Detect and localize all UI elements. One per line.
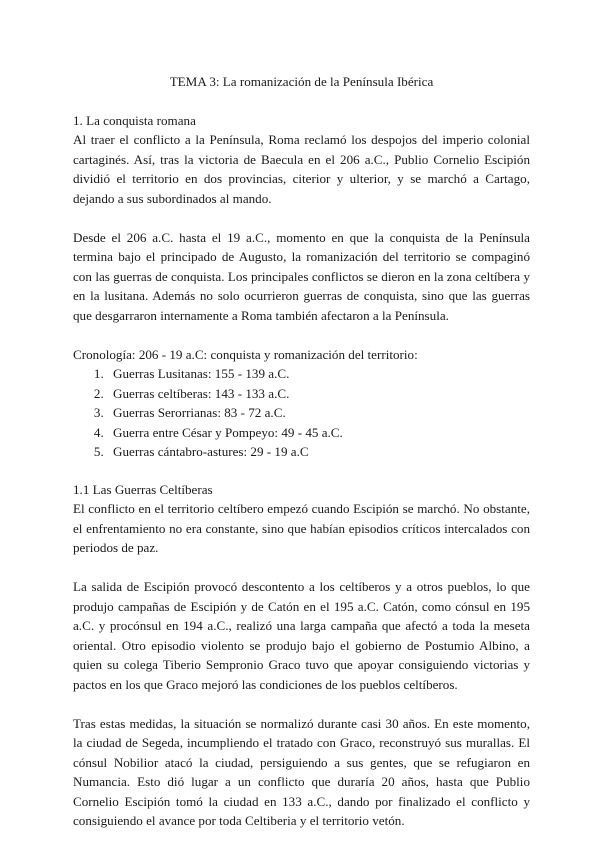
section-heading-conquista: 1. La conquista romana bbox=[73, 112, 196, 128]
chronology-item: 1. Guerras Lusitanas: 155 - 139 a.C. bbox=[107, 364, 530, 384]
document-title: TEMA 3: La romanización de la Península Ibérica bbox=[169, 74, 434, 89]
paragraph-conquista-2: Desde el 206 a.C. hasta el 19 a.C., momento en que la conquista de la Península termina bajo el principado de Augusto, la romanización del territorio se compaginó con las guerras de conquista. Los principales conflictos se dieron en la zona celtíbera y en la lusitana. Además no solo ocurrieron guerras de conquista, sino que las guerras que desgarraron internamente a Roma también afectaron a la Península. bbox=[73, 229, 530, 323]
chronology-item: 5. Guerras cántabro-astures: 29 - 19 a.C bbox=[107, 442, 530, 462]
section-heading-celtiberas: 1.1 Las Guerras Celtíberas bbox=[73, 481, 213, 497]
chronology-list bbox=[73, 364, 530, 462]
chronology-intro: Cronología: 206 - 19 a.C: conquista y romanización del territorio: bbox=[73, 346, 418, 362]
paragraph-celtiberas-1: El conflicto en el territorio celtíbero empezó cuando Escipión se marchó. No obstante, el enfrentamiento no era constante, sino que habían episodios críticos intercalados con periodos de paz. bbox=[73, 501, 530, 555]
paragraph-celtiberas-3: Tras estas medidas, la situación se normalizó durante casi 30 años. En este momento, la ciudad de Segeda, incumpliendo el tratado con Graco, reconstruyó sus murallas. El cónsul Nobilior atacó la ciudad, persiguiendo a sus gentes, que se refugiaron en Numancia. Esto dió lugar a un conflicto que duraría 20 años, hasta que Publio Cornelio Escipión tomó la ciudad en 133 a.C., dando por finalizado el conflicto y consiguiendo el avance por toda Celtiberia y el territorio vetón. bbox=[73, 715, 530, 828]
paragraph-celtiberas-2: La salida de Escipión provocó descontento a los celtíberos y a otros pueblos, lo que produjo campañas de Escipión y de Catón en el 195 a.C. Catón, como cónsul en 195 a.C. y procónsul en 194 a.C., realizó una larga campaña que afectó a toda la meseta oriental. Otro episodio violento se produjo bajo el gobierno de Postumio Albino, a quien su colega Tiberio Sempronio Graco tuvo que apoyar consiguiendo victorias y pactos en los que Graco mejoró las condiciones de los pueblos celtíberos. bbox=[73, 579, 530, 692]
document-page bbox=[73, 72, 530, 850]
paragraph-conquista-1: Al traer el conflicto a la Península, Roma reclamó los despojos del imperio colonial cartaginés. Así, tras la victoria de Baecula en el 206 a.C., Publio Cornelio Escipión dividió el territorio en dos provincias, citerior y ulterior, y se marchó a Cartago, dejando a sus subordinados al mando. bbox=[73, 132, 530, 206]
chronology-item: 3. Guerras Serorrianas: 83 - 72 a.C. bbox=[107, 403, 530, 423]
chronology-item: 4. Guerra entre César y Pompeyo: 49 - 45 a.C. bbox=[107, 423, 530, 443]
chronology-item: 2. Guerras celtíberas: 143 - 133 a.C. bbox=[107, 384, 530, 404]
